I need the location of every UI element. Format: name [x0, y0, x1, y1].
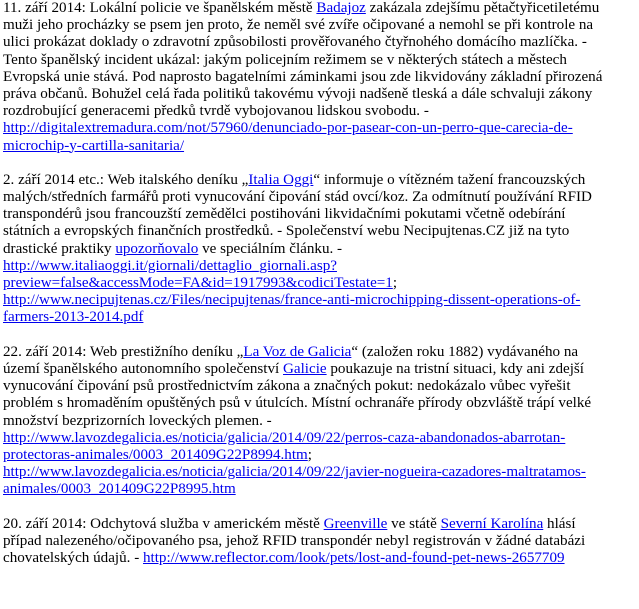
text-run: poukazuje na tristní situaci, kdy ani zdejší — [326, 360, 584, 377]
link-lavozdegalicia-1-cont[interactable]: protectoras-animales/0003_201409G22P8994.htm — [3, 446, 308, 463]
text-run: zakázala zdejšímu pětačtyřicetiletému — [365, 0, 600, 16]
text-run: “ informuje o vítězném tažení francouzských — [313, 171, 586, 188]
link-digitalextremadura-cont[interactable]: microchip-y-cartilla-sanitaria/ — [3, 137, 185, 154]
text-line — [3, 241, 637, 258]
text-line: transpondérů jsou francouzští zemědělci postihováni likvidačními pokutami včetně odebírání — [3, 206, 566, 223]
text-line — [3, 481, 637, 498]
link-upozornovalo[interactable]: upozorňovalo — [115, 240, 199, 257]
text-line — [3, 464, 637, 481]
text-line: Tento španělský incident ukázal: jakým policejním režimem se v některých státech a městech — [3, 51, 567, 68]
news-item-italia-oggi — [3, 172, 637, 327]
text-line — [3, 258, 637, 275]
text-run: hlásí — [543, 515, 576, 532]
text-line — [3, 344, 637, 361]
link-italiaoggi[interactable]: http://www.italiaoggi.it/giornali/dettaglio_giornali.asp? — [3, 257, 337, 274]
text-run: 2. září 2014 etc.: Web italského deníku „ — [3, 171, 249, 188]
text-line — [3, 0, 637, 17]
text-run: 22. září 2014: Web prestižního deníku „ — [3, 343, 244, 360]
text-line: státních a evropských finančních prostředků. - Společenství webu Necipujtenas.CZ již na tyto — [3, 223, 570, 240]
text-line — [3, 138, 637, 155]
text-run: 20. září 2014: Odchytová služba v americkém městě — [3, 515, 324, 532]
news-item-badajoz — [3, 0, 637, 155]
text-line — [3, 172, 637, 189]
text-line — [3, 361, 637, 378]
text-line: muži jeho procházky se psem jen proto, že neměl své zvíře očipované a nemohl se při kontrole na — [3, 17, 594, 34]
link-necipujtenas-pdf-cont[interactable]: farmers-2013-2014.pdf — [3, 309, 144, 326]
link-lavozdegalicia-2-cont[interactable]: animales/0003_201409G22P8995.htm — [3, 481, 236, 498]
text-line: Evropská unie stává. Pod naprosto bagatelními záminkami jsou zde likvidovány základní přirozená — [3, 68, 603, 85]
text-run: ; — [307, 446, 312, 463]
text-line: rozdrobující generacemi předků tvrdě vybojovanou lidskou svobodu. - — [3, 103, 429, 120]
text-line — [3, 430, 637, 447]
text-line: vynucování čipování psů prostřednictvím zákona a značných pokut: nedokázalo vůbec vyřešit — [3, 378, 571, 395]
link-italiaoggi-cont[interactable]: preview=false&accessMode=FA&id=1917993&codiciTestate=1 — [3, 275, 393, 291]
text-run: drastické praktiky — [3, 240, 116, 257]
link-lavozdegalicia-1[interactable]: http://www.lavozdegalicia.es/noticia/galicia/2014/09/22/perros-caza-abandonados-abarrotan- — [3, 429, 566, 446]
text-line — [3, 275, 637, 292]
link-necipujtenas-pdf[interactable]: http://www.necipujtenas.cz/Files/necipujtenas/france-anti-microchipping-dissent-operations-of- — [3, 292, 581, 309]
text-line — [3, 447, 637, 464]
link-badajoz[interactable]: Badajoz — [316, 0, 366, 16]
article-content — [3, 0, 637, 567]
text-run: ve speciálním článku. - — [198, 240, 343, 257]
link-reflector[interactable]: http://www.reflector.com/look/pets/lost-and-found-pet-news-2657709 — [143, 550, 565, 566]
link-digitalextremadura[interactable]: http://digitalextremadura.com/not/57960/denunciado-por-pasear-con-un-perro-que-carecia-de- — [3, 120, 573, 137]
text-run: ve státě — [387, 515, 441, 532]
text-line — [3, 120, 637, 137]
link-la-voz-de-galicia[interactable]: La Voz de Galicia — [243, 343, 352, 360]
text-run: chovatelských údajů. - — [3, 550, 143, 566]
text-line — [3, 516, 637, 533]
text-line — [3, 309, 637, 326]
link-lavozdegalicia-2[interactable]: http://www.lavozdegalicia.es/noticia/galicia/2014/09/22/javier-nogueira-cazadores-maltratamos- — [3, 464, 586, 481]
news-item-greenville — [3, 516, 637, 568]
link-galicie[interactable]: Galicie — [283, 360, 327, 377]
link-italia-oggi[interactable]: Italia Oggi — [248, 171, 314, 188]
text-line: malých/středních farmářů proti vynucování čipování stád ovcí/koz. Za odmítnutí používání RFID — [3, 189, 592, 206]
link-severni-karolina[interactable]: Severní Karolína — [440, 515, 544, 532]
text-run: území španělského autonomního společenství — [3, 360, 284, 377]
link-greenville[interactable]: Greenville — [323, 515, 388, 532]
text-line — [3, 292, 637, 309]
text-line: problém s hromaděním opuštěných psů v útulcích. Místní ochranáře přírody obzvláště trápí velké — [3, 395, 592, 412]
news-item-la-voz-de-galicia — [3, 344, 637, 499]
text-line: množství bezprizorních loveckých plemen. - — [3, 412, 272, 429]
text-line: případ nalezeného/očipovaného psa, jehož RFID transpondér nebyl registrován v žádné databázi — [3, 532, 586, 549]
text-line: ulici prokázat doklady o zdravotní způsobilosti prověřovaného čtyřnohého domácího mazlíčka. - — [3, 34, 587, 51]
text-line — [3, 550, 637, 567]
text-line: práva občanů. Bohužel celá řada politiků takovému vývoji nadšeně tleská a dále schvaluji zákony — [3, 85, 593, 102]
text-run: ; — [392, 275, 398, 291]
text-run: 11. září 2014: Lokální policie ve španělském městě — [3, 0, 317, 16]
text-run: “ (založen roku 1882) vydávaného na — [351, 343, 579, 360]
